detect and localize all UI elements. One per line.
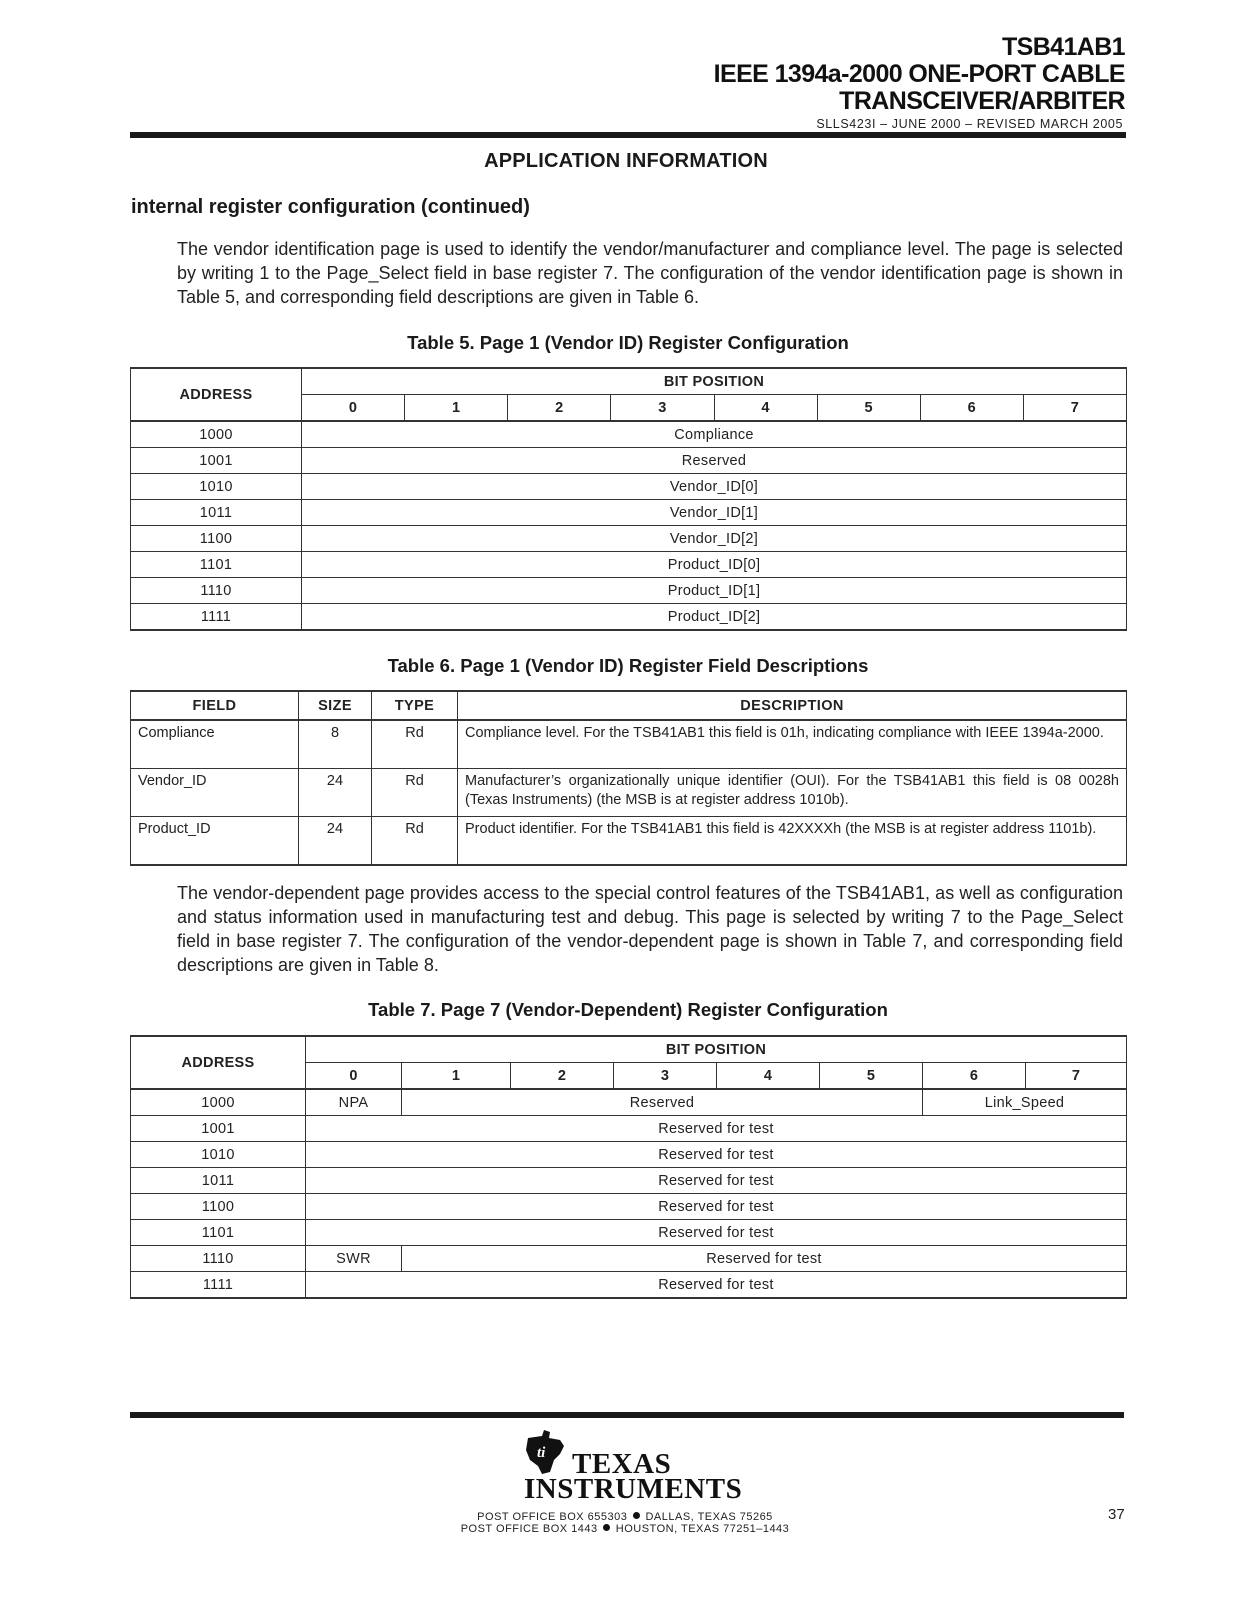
register-value-cell: Reserved for test <box>306 1220 1127 1246</box>
field-cell: Vendor_ID <box>131 769 299 817</box>
description-cell: Manufacturer’s organizationally unique identifier (OUI). For the TSB41AB1 this field is 08 0028h (Texas Instruments) (the MSB is at register address 1010b). <box>458 769 1127 817</box>
table-row <box>131 552 1127 578</box>
table6-size-header: SIZE <box>299 691 372 720</box>
address-cell: 1011 <box>131 500 302 526</box>
table7-bit-header: 7 <box>1026 1063 1127 1090</box>
table6-field-descriptions <box>130 690 1127 866</box>
register-value-cell: Vendor_ID[1] <box>302 500 1127 526</box>
address-cell: 1111 <box>131 604 302 631</box>
page-number: 37 <box>1108 1506 1125 1523</box>
table-row <box>131 769 1127 817</box>
size-cell: 24 <box>299 769 372 817</box>
table-row <box>131 817 1127 866</box>
address-cell: 1110 <box>131 578 302 604</box>
table-row <box>131 1194 1127 1220</box>
texas-instruments-wordmark <box>520 1448 743 1505</box>
table-row <box>131 1220 1127 1246</box>
register-value-cell: Compliance <box>302 421 1127 448</box>
field-cell: Product_ID <box>131 817 299 866</box>
register-value-cell: Reserved for test <box>306 1194 1127 1220</box>
table7-address-header: ADDRESS <box>131 1036 306 1089</box>
subsection-title: internal register configuration (continued) <box>131 196 530 218</box>
bullet-icon <box>603 1524 610 1531</box>
table5-bit-header: 7 <box>1023 395 1126 422</box>
address-cell: 1011 <box>131 1168 306 1194</box>
paragraph-vendor-dependent: The vendor-dependent page provides access to the special control features of the TSB41AB1, as well as configuration and status information used in manufacturing test and debug. This page is selected by writing 7 to the Page_Select field in base register 7. The configuration of the vendor-dependent page is shown in Table 7, and corresponding field descriptions are given in Table 8. <box>177 883 1123 975</box>
table5-address-header: ADDRESS <box>131 368 302 421</box>
register-value-cell: Reserved for test <box>306 1272 1127 1299</box>
address-cell: 1001 <box>131 448 302 474</box>
table7-register-config <box>130 1035 1127 1299</box>
table7-bit-header: 2 <box>511 1063 614 1090</box>
field-cell: Compliance <box>131 720 299 769</box>
swr-cell: SWR <box>306 1246 402 1272</box>
table5-bit-position-header: BIT POSITION <box>302 368 1127 395</box>
table-row <box>131 1116 1127 1142</box>
table-row <box>131 1272 1127 1299</box>
size-cell: 8 <box>299 720 372 769</box>
table7-bit-position-header: BIT POSITION <box>306 1036 1127 1063</box>
address-cell: 1010 <box>131 474 302 500</box>
table6-description-header: DESCRIPTION <box>458 691 1127 720</box>
register-value-cell: Product_ID[0] <box>302 552 1127 578</box>
register-value-cell: Reserved for test <box>306 1168 1127 1194</box>
address-cell: 1101 <box>131 552 302 578</box>
document-id: SLLS423I – JUNE 2000 – REVISED MARCH 2005 <box>816 117 1123 131</box>
table7-bit-header: 3 <box>614 1063 717 1090</box>
type-cell: Rd <box>372 817 458 866</box>
table5-register-config <box>130 367 1127 631</box>
address-text: POST OFFICE BOX 1443 <box>460 1523 598 1535</box>
address-cell: 1101 <box>131 1220 306 1246</box>
table-row <box>131 500 1127 526</box>
footer-rule <box>130 1412 1124 1418</box>
link-speed-cell: Link_Speed <box>923 1089 1127 1116</box>
table5-bit-header: 1 <box>405 395 508 422</box>
table5-bit-header: 4 <box>714 395 817 422</box>
table6-caption: Table 6. Page 1 (Vendor ID) Register Field Descriptions <box>387 655 869 676</box>
footer-address-line-1 <box>330 1511 920 1523</box>
table-row <box>131 526 1127 552</box>
description-cell: Compliance level. For the TSB41AB1 this field is 01h, indicating compliance with IEEE 1394a-2000. <box>458 720 1127 769</box>
register-value-cell: Reserved for test <box>306 1142 1127 1168</box>
svg-text:ti: ti <box>537 1445 546 1461</box>
table7-bit-header: 5 <box>820 1063 923 1090</box>
address-cell: 1100 <box>131 1194 306 1220</box>
table-row <box>131 1246 1127 1272</box>
register-value-cell: Vendor_ID[2] <box>302 526 1127 552</box>
table-row <box>131 1168 1127 1194</box>
address-text: POST OFFICE BOX 655303 <box>477 1511 628 1523</box>
table5-bit-header: 6 <box>920 395 1023 422</box>
section-title: APPLICATION INFORMATION <box>484 150 768 172</box>
table6-type-header: TYPE <box>372 691 458 720</box>
address-text: DALLAS, TEXAS 75265 <box>645 1511 773 1523</box>
type-cell: Rd <box>372 769 458 817</box>
address-cell: 1001 <box>131 1116 306 1142</box>
npa-cell: NPA <box>306 1089 402 1116</box>
address-cell: 1111 <box>131 1272 306 1299</box>
table-row <box>131 474 1127 500</box>
address-text: HOUSTON, TEXAS 77251–1443 <box>615 1523 790 1535</box>
table7-caption: Table 7. Page 7 (Vendor-Dependent) Register Configuration <box>368 999 888 1020</box>
title-line-part-number: TSB41AB1 <box>1001 33 1125 61</box>
register-value-cell: Product_ID[2] <box>302 604 1127 631</box>
address-cell: 1000 <box>131 421 302 448</box>
register-value-cell: Reserved <box>302 448 1127 474</box>
header-rule <box>130 132 1126 138</box>
table7-bit-header: 0 <box>306 1063 402 1090</box>
table5-bit-header: 3 <box>611 395 714 422</box>
bullet-icon <box>633 1512 640 1519</box>
logo-line-instruments: INSTRUMENTS <box>524 1473 743 1505</box>
table5-bit-header: 5 <box>817 395 920 422</box>
table5-caption: Table 5. Page 1 (Vendor ID) Register Configuration <box>407 332 849 353</box>
table-row <box>131 448 1127 474</box>
table-row <box>131 578 1127 604</box>
document-title <box>714 34 1125 115</box>
table-row <box>131 1089 1127 1116</box>
table-row <box>131 421 1127 448</box>
table7-bit-header: 1 <box>402 1063 511 1090</box>
address-cell: 1110 <box>131 1246 306 1272</box>
register-value-cell: Vendor_ID[0] <box>302 474 1127 500</box>
type-cell: Rd <box>372 720 458 769</box>
table6-field-header: FIELD <box>131 691 299 720</box>
title-line-type: TRANSCEIVER/ARBITER <box>839 87 1125 115</box>
register-value-cell: Reserved for test <box>402 1246 1127 1272</box>
table7-bit-header: 6 <box>923 1063 1026 1090</box>
address-cell: 1010 <box>131 1142 306 1168</box>
size-cell: 24 <box>299 817 372 866</box>
table-row <box>131 1142 1127 1168</box>
title-line-description: IEEE 1394a-2000 ONE-PORT CABLE <box>713 60 1125 88</box>
address-cell: 1100 <box>131 526 302 552</box>
register-value-cell: Reserved for test <box>306 1116 1127 1142</box>
table-row <box>131 604 1127 631</box>
description-cell: Product identifier. For the TSB41AB1 this field is 42XXXXh (the MSB is at register address 1101b). <box>458 817 1127 866</box>
footer-address-line-2 <box>330 1523 920 1535</box>
paragraph-vendor-id: The vendor identification page is used to identify the vendor/manufacturer and compliance level. The page is selected by writing 1 to the Page_Select field in base register 7. The configuration of the vendor identification page is shown in Table 5, and corresponding field descriptions are given in Table 6. <box>177 239 1123 307</box>
address-cell: 1000 <box>131 1089 306 1116</box>
register-value-cell: Product_ID[1] <box>302 578 1127 604</box>
table5-bit-header: 2 <box>508 395 611 422</box>
table-row <box>131 720 1127 769</box>
reserved-cell: Reserved <box>402 1089 923 1116</box>
table5-bit-header: 0 <box>302 395 405 422</box>
table7-bit-header: 4 <box>717 1063 820 1090</box>
logo-line-texas: TEXAS <box>572 1448 672 1480</box>
